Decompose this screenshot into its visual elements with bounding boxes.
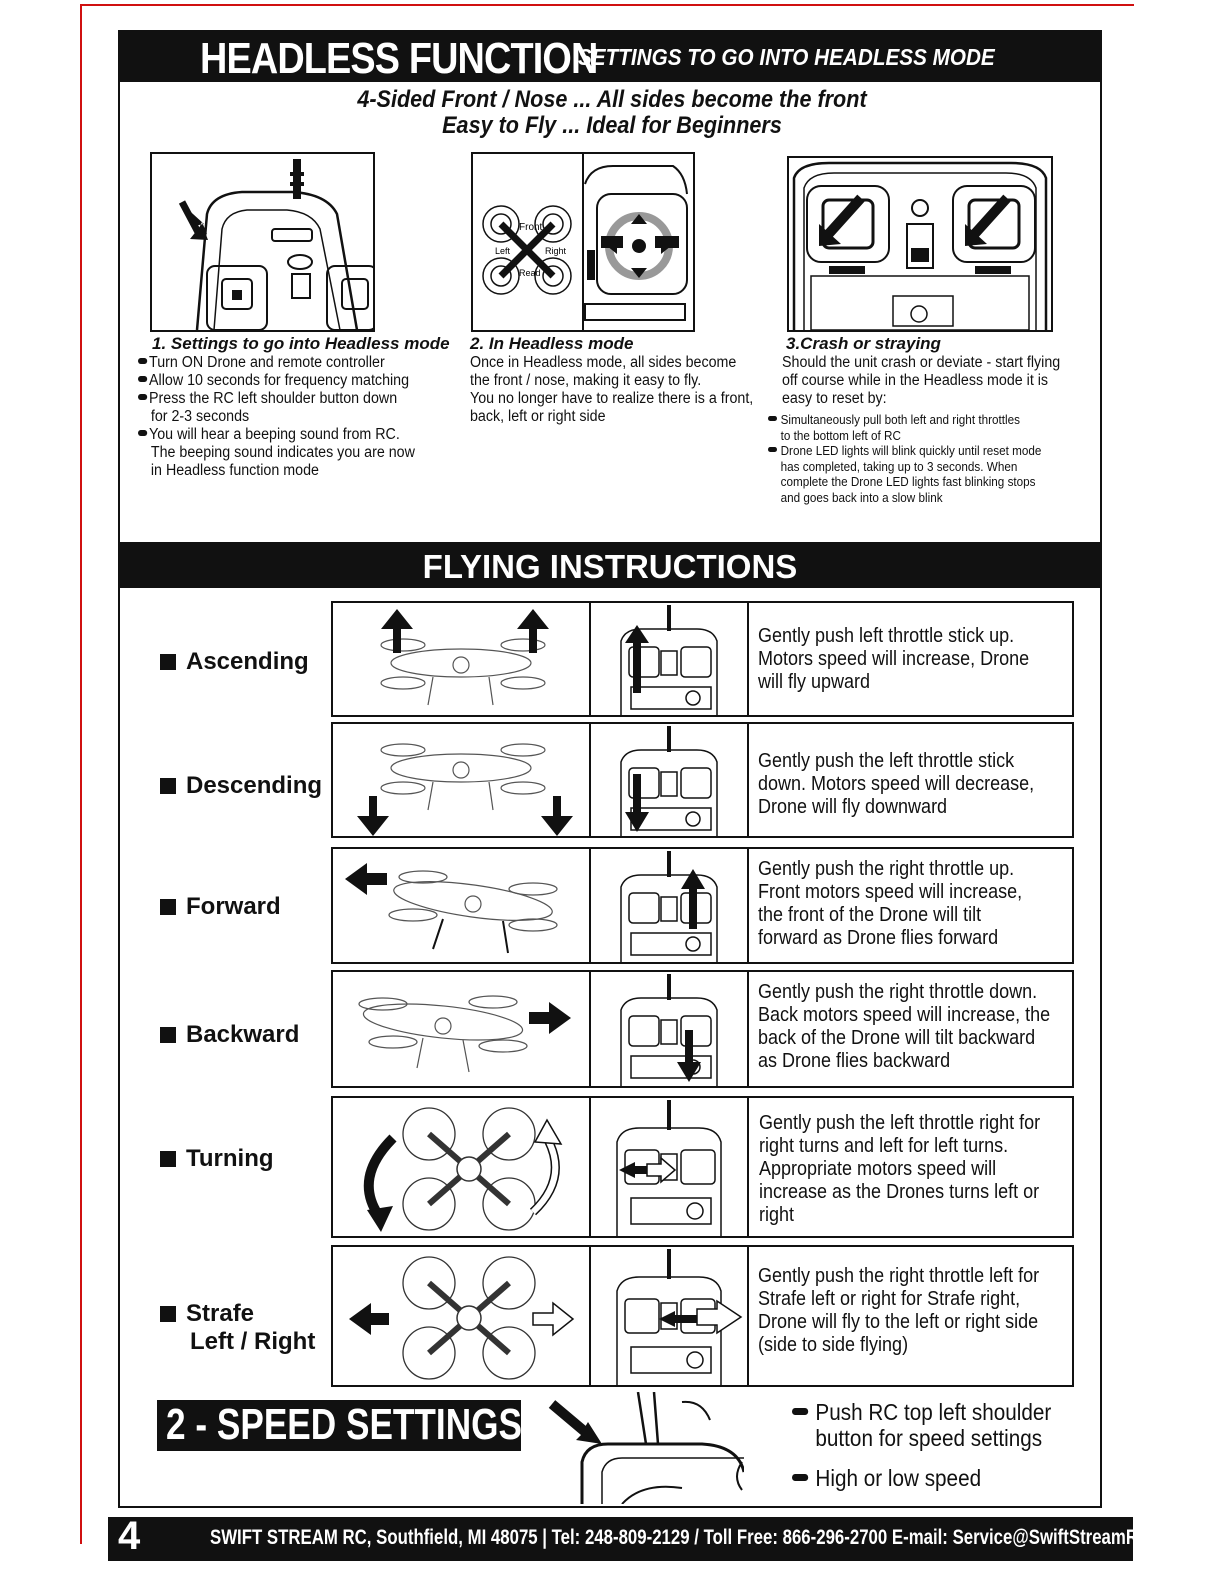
step2-line: the front / nose, making it easy to fly. — [470, 372, 702, 389]
step1-item: You will hear a beeping sound from RC. — [138, 426, 415, 444]
diagram-right-label: Right — [545, 246, 567, 256]
desc-descending: Gently push the left throttle stick down. Motors speed will decrease, Drone will fly downward — [747, 722, 1074, 838]
row-label-strafe: Strafe — [160, 1300, 254, 1328]
remote-shoulder-illustration — [150, 152, 375, 332]
speed-item: Push RC top left shoulder — [792, 1399, 1051, 1425]
step1-item: in Headless function mode — [150, 462, 319, 479]
row-label-backward: Backward — [160, 1021, 299, 1049]
headless-subtitle: SETTINGS TO GO INTO HEADLESS MODE — [578, 44, 995, 70]
headless-tagline-1: 4-Sided Front / Nose ... All sides become the front — [357, 86, 867, 113]
row-label-turning: Turning — [160, 1145, 274, 1173]
step2-text — [470, 354, 753, 426]
step3-item: Simultaneously pull both left and right throttles — [768, 412, 1041, 428]
row-label-descending: Descending — [160, 772, 322, 800]
step2-title: 2. In Headless mode — [470, 334, 634, 353]
headless-orientation-illustration — [471, 152, 695, 332]
desc-turning: Gently push the left throttle right for right turns and left for left turns. Appropriate motors speed will increase as the Drones turns left or right — [747, 1096, 1074, 1238]
step1-list — [138, 354, 415, 480]
step3-line: easy to reset by: — [782, 390, 887, 407]
headless-title: HEADLESS FUNCTION — [200, 34, 598, 83]
desc-forward: Gently push the right throttle up. Front motors speed will increase, the front of the Drone will tilt forward as Drone flies forward — [747, 847, 1074, 964]
step3-line: Should the unit crash or deviate - start flying — [782, 354, 1061, 371]
diagram-rear-label: Read — [519, 268, 541, 278]
rc-backward-illustration — [589, 970, 749, 1088]
speed-shoulder-illustration — [542, 1392, 744, 1504]
step2-line: back, left or right side — [470, 408, 606, 425]
step1-item: Press the RC left shoulder button down — [138, 390, 415, 408]
drone-strafe-illustration — [331, 1245, 591, 1387]
rc-ascending-illustration — [589, 601, 749, 717]
step3-item: and goes back into a slow blink — [780, 489, 943, 505]
step3-title: 3.Crash or straying — [786, 334, 941, 353]
step3-line: off course while in the Headless mode it is — [782, 372, 1049, 389]
drone-descending-illustration — [331, 722, 591, 838]
step3-item: complete the Drone LED lights fast blinking stops — [780, 474, 1036, 489]
step3-item: has completed, taking up to 3 seconds. When — [780, 458, 1018, 474]
row-label-strafe-sub: Left / Right — [190, 1328, 316, 1355]
desc-strafe: Gently push the right throttle left for Strafe left or right for Strafe right, Drone will fly to the left or right side (side to side flying) — [747, 1245, 1074, 1387]
desc-backward: Gently push the right throttle down. Back motors speed will increase, the back of the Drone will tilt backward as Drone flies backward — [747, 970, 1074, 1088]
page-number: 4 — [118, 1514, 141, 1558]
page-edge-left — [80, 4, 82, 1544]
footer-contact: SWIFT STREAM RC, Southfield, MI 48075 | Tel: 248-809-2129 / Toll Free: 866-296-2700 E-mail: Service@SwiftStreamRC.com — [210, 1526, 1190, 1549]
flying-title: FLYING INSTRUCTIONS — [422, 548, 798, 585]
step3-text — [782, 354, 1060, 408]
rc-descending-illustration — [589, 722, 749, 838]
diagram-left-label: Left — [495, 246, 511, 256]
speed-title: 2 - SPEED SETTINGS — [166, 1400, 522, 1449]
step3-item: Drone LED lights will blink quickly until reset mode — [768, 443, 1041, 459]
rc-turning-illustration — [589, 1096, 749, 1238]
speed-item: High or low speed — [792, 1465, 1051, 1491]
speed-item: button for speed settings — [815, 1425, 1043, 1451]
rc-strafe-illustration — [589, 1245, 749, 1387]
headless-tagline-2: Easy to Fly ... Ideal for Beginners — [442, 112, 782, 139]
page-edge-top — [80, 4, 1134, 6]
step1-item: Allow 10 seconds for frequency matching — [138, 372, 415, 390]
step2-line: Once in Headless mode, all sides become — [470, 354, 737, 371]
row-label-ascending: Ascending — [160, 648, 309, 676]
step1-item: for 2-3 seconds — [150, 408, 250, 425]
drone-turning-illustration — [331, 1096, 591, 1238]
rc-forward-illustration — [589, 847, 749, 964]
step3-item: to the bottom left of RC — [780, 427, 901, 443]
step3-list — [768, 412, 1041, 505]
row-label-forward: Forward — [160, 893, 281, 921]
desc-ascending: Gently push left throttle stick up. Motors speed will increase, Drone will fly upward — [747, 601, 1074, 717]
crash-reset-illustration — [787, 156, 1053, 332]
speed-list — [792, 1399, 1051, 1491]
step1-item: The beeping sound indicates you are now — [150, 444, 415, 461]
step2-line: You no longer have to realize there is a front, — [470, 390, 754, 407]
drone-ascending-illustration — [331, 601, 591, 717]
step1-title: 1. Settings to go into Headless mode — [152, 334, 450, 353]
drone-forward-illustration — [331, 847, 591, 964]
drone-backward-illustration — [331, 970, 591, 1088]
diagram-front-label: Front — [519, 222, 543, 233]
step1-item: Turn ON Drone and remote controller — [138, 354, 415, 372]
